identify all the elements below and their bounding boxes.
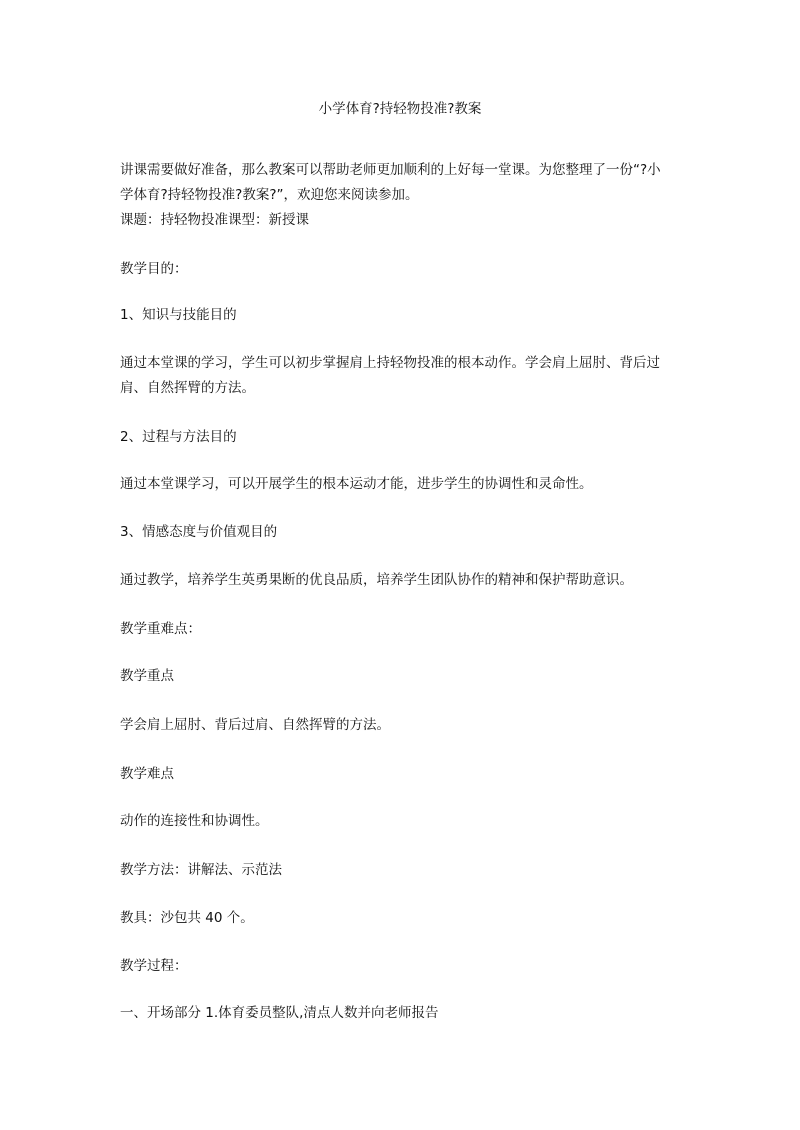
teaching-equipment: 教具：沙包共 40 个。 (120, 910, 254, 926)
goal3-heading: 3、情感态度与价值观目的 (120, 524, 278, 540)
teaching-process-heading: 教学过程： (120, 958, 188, 974)
goal1-text-line-1: 通过本堂课的学习，学生可以初步掌握肩上持轻物投准的根本动作。学会肩上屈肘、背后过 (120, 355, 660, 371)
goal2-heading: 2、过程与方法目的 (120, 429, 237, 445)
intro-line-2: 学体育?持轻物投准?教案?”，欢迎您来阅读参加。 (120, 187, 419, 203)
lesson-info: 课题：持轻物投准课型：新授课 (120, 212, 309, 228)
goal1-text-line-2: 肩、自然挥臂的方法。 (120, 380, 255, 396)
key-point-text: 学会肩上屈肘、背后过肩、自然挥臂的方法。 (120, 717, 390, 733)
difficult-text: 动作的连接性和协调性。 (120, 813, 269, 829)
key-point-heading: 教学重点 (120, 668, 174, 684)
difficult-heading: 教学难点 (120, 766, 174, 782)
goal1-heading: 1、知识与技能目的 (120, 307, 237, 323)
key-difficult-heading: 教学重难点： (120, 621, 201, 637)
goal3-text: 通过教学，培养学生英勇果断的优良品质，培养学生团队协作的精神和保护帮助意识。 (120, 572, 633, 588)
intro-line-1: 讲课需要做好准备，那么教案可以帮助老师更加顺利的上好每一堂课。为您整理了一份“?小 (120, 162, 661, 178)
document-title: 小学体育?持轻物投准?教案 (318, 101, 482, 117)
teaching-methods: 教学方法：讲解法、示范法 (120, 862, 282, 878)
teaching-goals-heading: 教学目的： (120, 261, 188, 277)
process-part-1: 一、开场部分 1.体育委员整队,清点人数并向老师报告 (120, 1005, 439, 1021)
goal2-text: 通过本堂课学习，可以开展学生的根本运动才能，进步学生的协调性和灵命性。 (120, 476, 593, 492)
